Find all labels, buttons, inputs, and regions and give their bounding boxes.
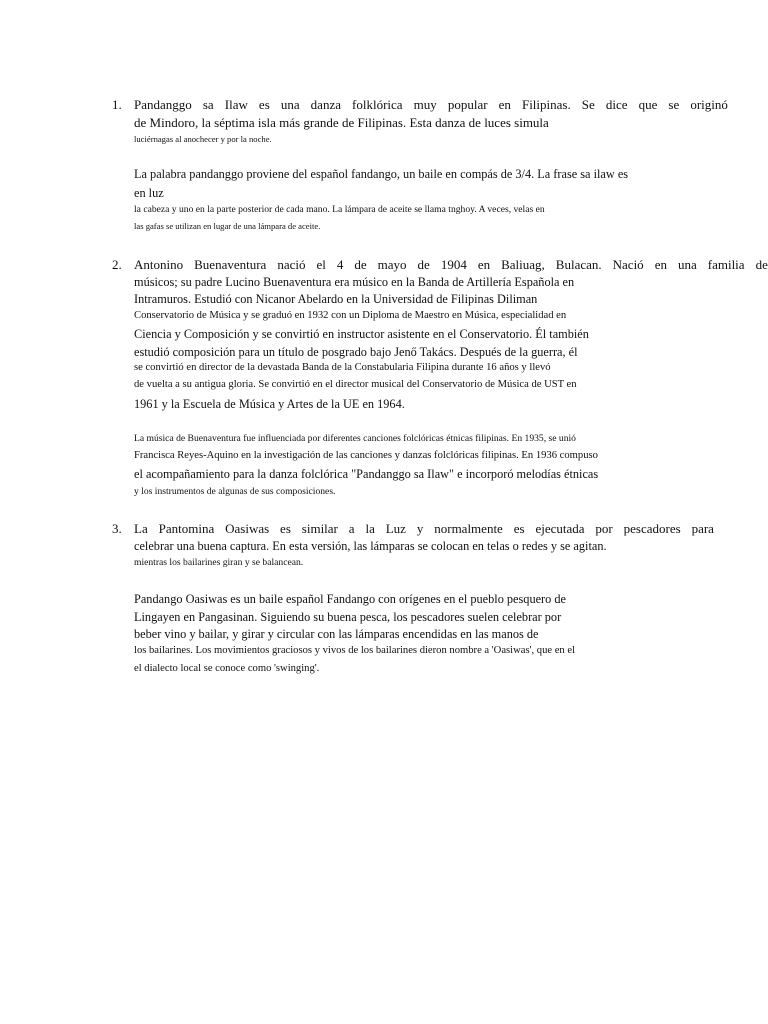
word: Bulacan. [555, 257, 602, 272]
text-line: músicos; su padre Lucino Buenaventura era músico en la Banda de Artillería Española en [134, 275, 575, 289]
word: Se [581, 97, 595, 112]
word: pescadores [623, 521, 681, 536]
word: y [416, 521, 424, 536]
word: Baliuag, [501, 257, 545, 272]
word: por [595, 521, 613, 536]
text-line: en luz [134, 186, 164, 200]
word: se [668, 97, 680, 112]
justified-line [134, 522, 714, 535]
word: Pandanggo [134, 97, 192, 112]
word: a [348, 521, 355, 536]
text-line: el dialecto local se conoce como 'swinging'. [134, 663, 320, 674]
word: el [316, 257, 326, 272]
word: popular [447, 97, 488, 112]
word: normalmente [434, 521, 503, 536]
word: danza [310, 97, 341, 112]
word: 1904 [440, 257, 467, 272]
word: ejecutada [535, 521, 585, 536]
word: sa [202, 97, 214, 112]
word: de [755, 257, 768, 272]
text-line: La palabra pandanggo proviene del español fandango, un baile en compás de 3/4. La frase sa ilaw es [134, 167, 629, 181]
text-line: celebrar una buena captura. En esta versión, las lámparas se colocan en telas o redes y se agitan. [134, 539, 607, 553]
word: de [417, 257, 430, 272]
word: una [280, 97, 300, 112]
word: es [280, 521, 291, 536]
text-line: la cabeza y uno en la parte posterior de cada mano. La lámpara de aceite se llama tnghoy. A veces, velas en [134, 204, 545, 215]
text-line: 1961 y la Escuela de Música y Artes de la UE en 1964. [134, 397, 405, 411]
text-line: se convirtió en director de la devastada Banda de la Constabularia Filipina durante 16 años y llevó [134, 362, 551, 373]
text-line: estudió composición para un título de posgrado bajo Jenő Takács. Después de la guerra, él [134, 345, 578, 359]
word: dice [605, 97, 628, 112]
word: de [354, 257, 367, 272]
word: folklórica [352, 97, 403, 112]
text-line: La música de Buenaventura fue influenciada por diferentes canciones folclóricas étnicas filipinas. En 1935, se unió [134, 433, 576, 444]
word: 4 [336, 257, 344, 272]
word: Filipinas. [521, 97, 571, 112]
justified-line [134, 98, 728, 111]
word: que [638, 97, 658, 112]
word: una [677, 257, 697, 272]
word: Luz [385, 521, 406, 536]
word: la [365, 521, 375, 536]
text-line: el acompañamiento para la danza folclórica "Pandanggo sa Ilaw" e incorporó melodías étnicas [134, 467, 599, 481]
text-line: luciérnagas al anochecer y por la noche. [134, 134, 272, 144]
word: es [513, 521, 525, 536]
word: Pantomina [158, 521, 215, 536]
word: Nació [612, 257, 644, 272]
word: en [477, 257, 491, 272]
text-line: Lingayen en Pangasinan. Siguiendo su buena pesca, los pescadores suelen celebrar por [134, 610, 562, 624]
text-line: Pandango Oasiwas es un baile español Fandango con orígenes en el pueblo pesquero de [134, 592, 566, 606]
word: para [691, 521, 714, 536]
word: nació [277, 257, 306, 272]
list-number: 2. [112, 257, 122, 272]
text-line: y los instrumentos de algunas de sus composiciones. [134, 486, 336, 497]
word: La [134, 521, 148, 536]
word: familia [707, 257, 745, 272]
text-line: los bailarines. Los movimientos graciosos y vivos de los bailarines dieron nombre a 'Oasiwas', que en el [134, 645, 576, 656]
word: mayo [377, 257, 407, 272]
text-line: beber vino y bailar, y girar y circular con las lámparas encendidas en las manos de [134, 627, 539, 641]
text-line: Francisca Reyes-Aquino en la investigación de las canciones y danzas folclóricas filipinas. En 1936 compuso [134, 450, 598, 461]
list-number: 1. [112, 97, 122, 112]
word: Antonino [134, 257, 184, 272]
word: muy [413, 97, 437, 112]
text-line: Ciencia y Composición y se convirtió en instructor asistente en el Conservatorio. Él también [134, 327, 589, 341]
text-line: las gafas se utilizan en lugar de una lámpara de aceite. [134, 221, 321, 231]
text-line: de Mindoro, la séptima isla más grande de Filipinas. Esta danza de luces simula [134, 115, 549, 130]
word: Buenaventura [194, 257, 267, 272]
word: en [654, 257, 667, 272]
word: originó [690, 97, 728, 112]
text-line: Conservatorio de Música y se graduó en 1932 con un Diploma de Maestro en Música, especialidad en [134, 310, 567, 321]
word: similar [301, 521, 338, 536]
text-line: mientras los bailarines giran y se balancean. [134, 557, 304, 568]
word: es [258, 97, 270, 112]
word: en [498, 97, 511, 112]
text-line: de vuelta a su antigua gloria. Se convirtió en el director musical del Conservatorio de Música de UST en [134, 379, 577, 390]
justified-line [134, 258, 768, 271]
word: Ilaw [224, 97, 248, 112]
list-number: 3. [112, 521, 122, 536]
word: Oasiwas [225, 521, 270, 536]
text-line: Intramuros. Estudió con Nicanor Abelardo en la Universidad de Filipinas Diliman [134, 292, 538, 306]
